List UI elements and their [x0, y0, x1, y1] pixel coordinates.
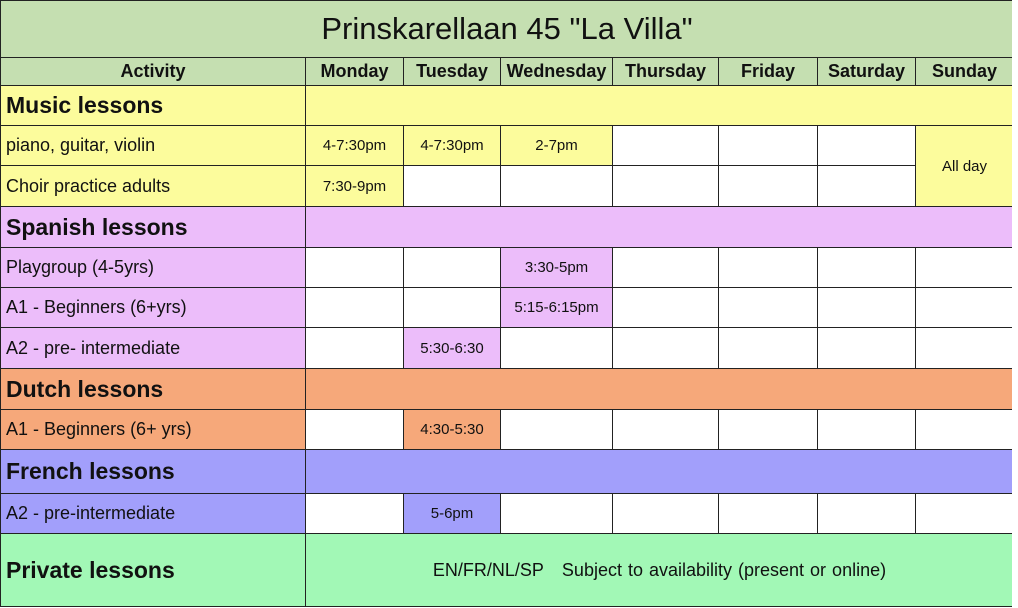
- empty-cell: [915, 327, 1014, 369]
- empty-cell: [915, 287, 1014, 328]
- empty-cell: [612, 287, 719, 328]
- empty-cell: [612, 165, 719, 207]
- empty-cell: [718, 409, 818, 450]
- empty-cell: [915, 409, 1014, 450]
- empty-cell: [500, 409, 613, 450]
- empty-cell: [500, 327, 613, 369]
- empty-cell: [403, 165, 501, 207]
- private-lessons-note: [305, 533, 1014, 607]
- empty-cell: [305, 247, 404, 288]
- activity-playgroup: Playgroup (4-5yrs): [0, 247, 306, 288]
- empty-cell: [500, 493, 613, 534]
- empty-cell: [612, 247, 719, 288]
- empty-cell: [403, 287, 501, 328]
- empty-cell: [612, 493, 719, 534]
- section-spanish-title: Spanish lessons: [0, 206, 306, 248]
- header-sunday: Sunday: [915, 57, 1014, 86]
- empty-cell: [718, 125, 818, 166]
- activity-piano-guitar-violin: piano, guitar, violin: [0, 125, 306, 166]
- empty-cell: [718, 247, 818, 288]
- empty-cell: [817, 287, 916, 328]
- empty-cell: [718, 287, 818, 328]
- empty-cell: [403, 247, 501, 288]
- time-spanish-a2-tuesday: 5:30-6:30: [403, 327, 501, 369]
- empty-cell: [817, 125, 916, 166]
- private-languages: EN/FR/NL/SP: [432, 559, 544, 580]
- time-spanish-playgroup-wednesday: 3:30-5pm: [500, 247, 613, 288]
- time-music-piano-monday: 4-7:30pm: [305, 125, 404, 166]
- empty-cell: [718, 165, 818, 207]
- time-music-choir-monday: 7:30-9pm: [305, 165, 404, 207]
- empty-cell: [718, 327, 818, 369]
- time-music-piano-wednesday: 2-7pm: [500, 125, 613, 166]
- section-french-title: French lessons: [0, 449, 306, 494]
- section-music-title: Music lessons: [0, 85, 306, 126]
- activity-choir-practice-adults: Choir practice adults: [0, 165, 306, 207]
- empty-cell: [500, 165, 613, 207]
- activity-french-a2-pre-intermediate: A2 - pre-intermediate: [0, 493, 306, 534]
- section-music-band: [305, 85, 1014, 126]
- header-tuesday: Tuesday: [403, 57, 501, 86]
- activity-spanish-a1-beginners: A1 - Beginners (6+yrs): [0, 287, 306, 328]
- empty-cell: [305, 287, 404, 328]
- empty-cell: [305, 409, 404, 450]
- section-spanish-band: [305, 206, 1014, 248]
- empty-cell: [612, 409, 719, 450]
- empty-cell: [612, 125, 719, 166]
- time-french-a2-tuesday: 5-6pm: [403, 493, 501, 534]
- activity-spanish-a2-pre-intermediate: A2 - pre- intermediate: [0, 327, 306, 369]
- private-availability: Subject to availability (present or online): [561, 559, 887, 580]
- header-activity: Activity: [0, 57, 306, 86]
- activity-dutch-a1-beginners: A1 - Beginners (6+ yrs): [0, 409, 306, 450]
- header-friday: Friday: [718, 57, 818, 86]
- header-saturday: Saturday: [817, 57, 916, 86]
- empty-cell: [305, 327, 404, 369]
- time-dutch-a1-tuesday: 4:30-5:30: [403, 409, 501, 450]
- empty-cell: [817, 409, 916, 450]
- page-title: Prinskarellaan 45 "La Villa": [0, 0, 1014, 58]
- time-music-sunday-merged: All day: [915, 125, 1014, 207]
- header-wednesday: Wednesday: [500, 57, 613, 86]
- empty-cell: [612, 327, 719, 369]
- empty-cell: [817, 165, 916, 207]
- header-thursday: Thursday: [612, 57, 719, 86]
- section-dutch-title: Dutch lessons: [0, 368, 306, 410]
- header-monday: Monday: [305, 57, 404, 86]
- time-spanish-a1-wednesday: 5:15-6:15pm: [500, 287, 613, 328]
- empty-cell: [817, 327, 916, 369]
- right-margin: [1012, 0, 1018, 608]
- section-private-title: Private lessons: [0, 533, 306, 607]
- time-music-piano-tuesday: 4-7:30pm: [403, 125, 501, 166]
- section-dutch-band: [305, 368, 1014, 410]
- empty-cell: [305, 493, 404, 534]
- empty-cell: [817, 247, 916, 288]
- section-french-band: [305, 449, 1014, 494]
- empty-cell: [817, 493, 916, 534]
- empty-cell: [915, 493, 1014, 534]
- empty-cell: [915, 247, 1014, 288]
- empty-cell: [718, 493, 818, 534]
